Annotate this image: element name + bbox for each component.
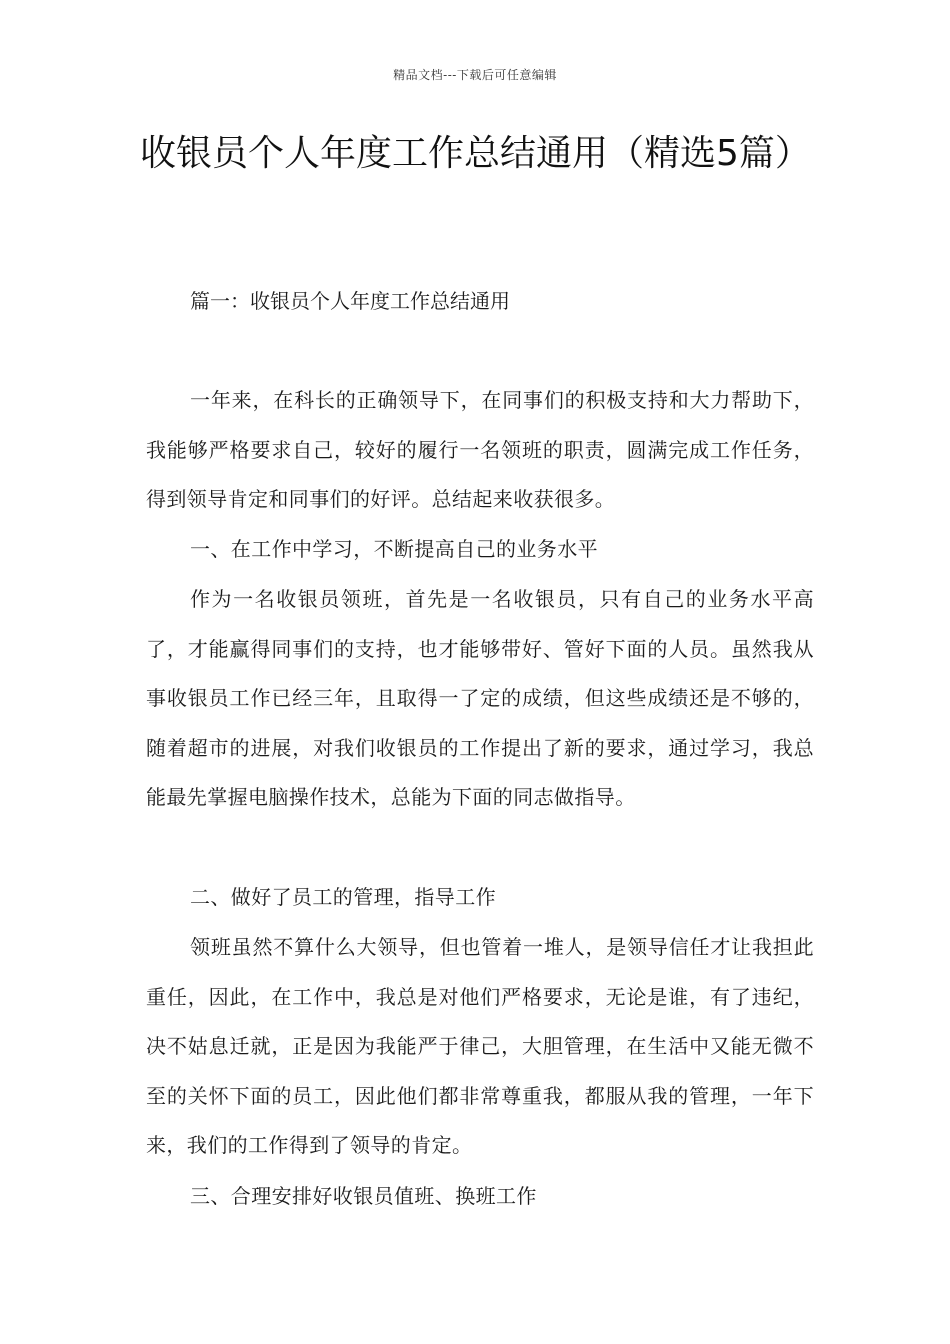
sub-heading-1: 一、在工作中学习，不断提高自己的业务水平 <box>190 537 598 561</box>
sub-heading-3: 三、合理安排好收银员值班、换班工作 <box>190 1184 537 1208</box>
sub-heading-2: 二、做好了员工的管理，指导工作 <box>190 885 496 909</box>
paragraph-body-2: 领班虽然不算什么大领导，但也管着一堆人，是领导信任才让我担此重任，因此，在工作中，我总是对他们严格要求，无论是谁，有了违纪，决不姑息迁就，正是因为我能严于律己，大胆管理，在生活中又能无微不至的关怀下面的员工，因此他们都非常尊重我，都服从我的管理，一年下来，我们的工作得到了领导的肯定。 <box>146 935 814 1157</box>
document-title: 收银员个人年度工作总结通用（精选5篇） <box>140 133 811 174</box>
paragraph-intro: 一年来，在科长的正确领导下，在同事们的积极支持和大力帮助下，我能够严格要求自己，较好的履行一名领班的职责，圆满完成工作任务，得到领导肯定和同事们的好评。总结起来收获很多。 <box>146 388 814 511</box>
header-note: 精品文档---下载后可任意编辑 <box>393 68 557 82</box>
paragraph-body-1: 作为一名收银员领班，首先是一名收银员，只有自己的业务水平高了，才能赢得同事们的支持，也才能够带好、管好下面的人员。虽然我从事收银员工作已经三年，且取得一了定的成绩，但这些成绩还是不够的，随着超市的进展，对我们收银员的工作提出了新的要求，通过学习，我总能最先掌握电脑操作技术，总能为下面的同志做指导。 <box>146 587 814 809</box>
section-heading: 篇一：收银员个人年度工作总结通用 <box>190 289 510 313</box>
